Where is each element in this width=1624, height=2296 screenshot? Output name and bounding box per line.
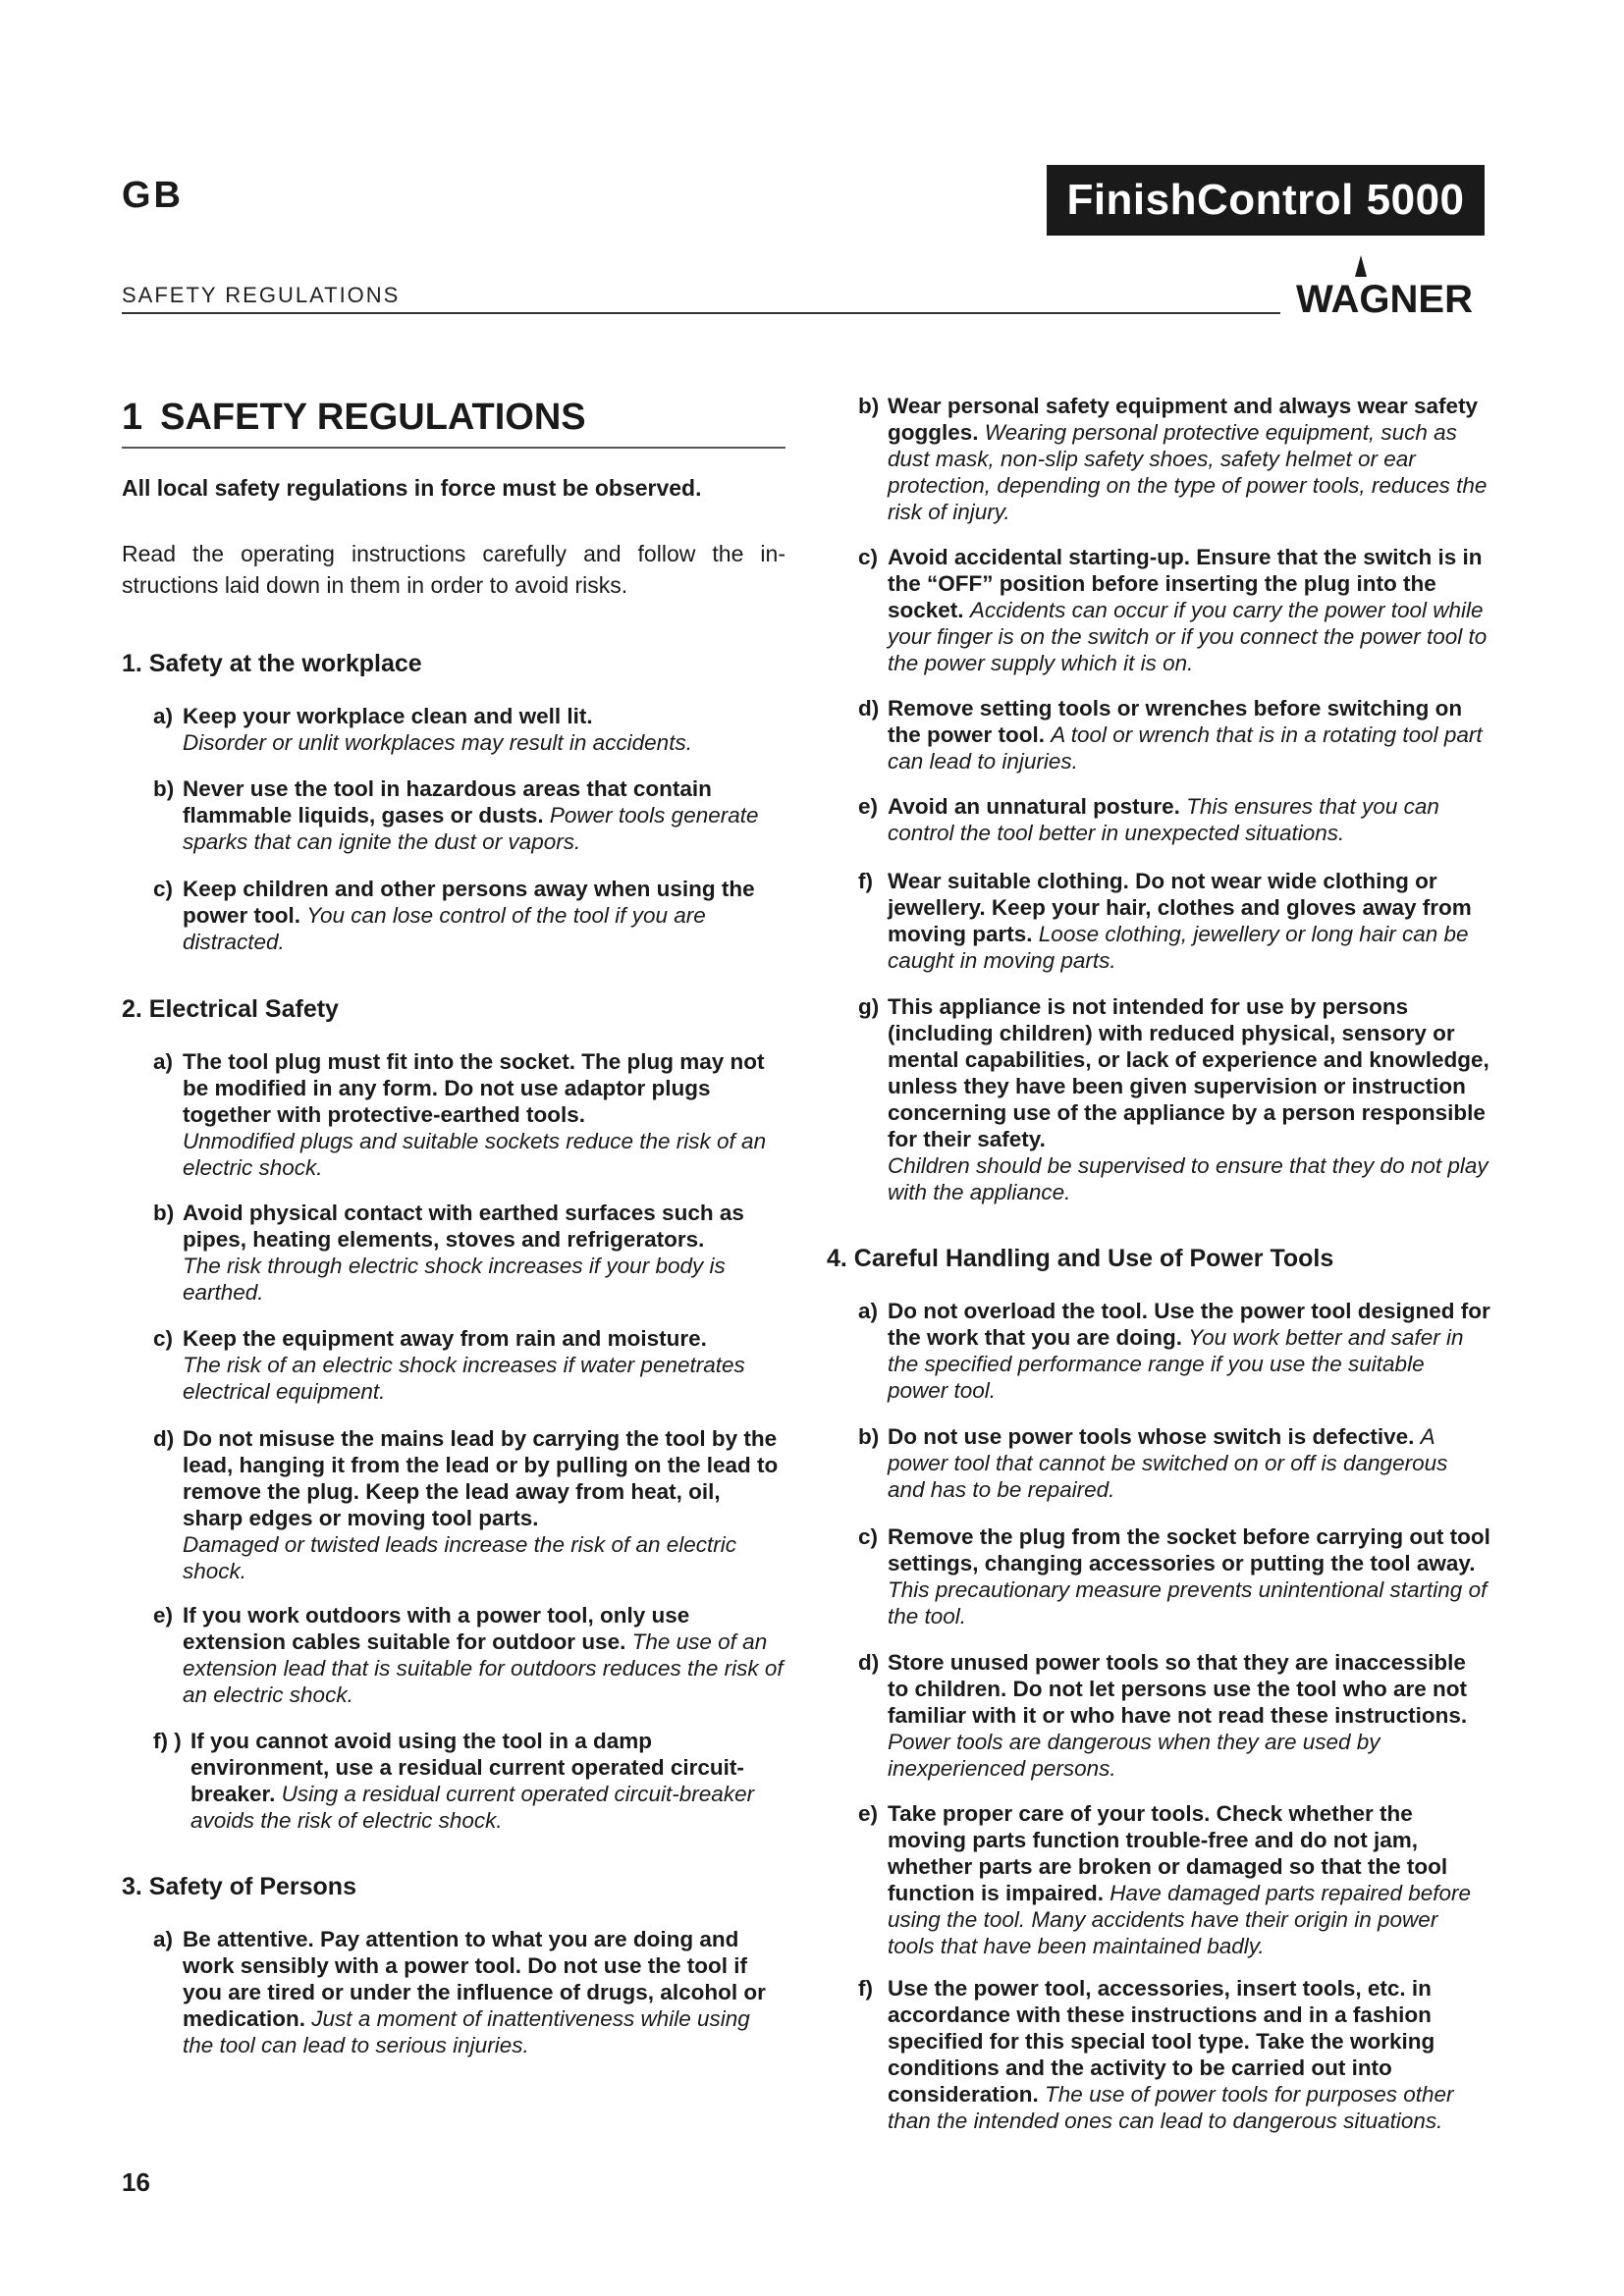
section-heading: 1. Safety at the workplace <box>122 650 422 677</box>
running-section-label: SAFETY REGULATIONS <box>122 283 401 307</box>
list-item: c) Keep the equipment away from rain and moisture. The risk of an electric shock increases if water penetrates electrical equipment. <box>153 1326 745 1404</box>
list-item: e) Take proper care of your tools. Check whether the moving parts function trouble-free and do not jam, whether parts are broken or damaged so that the tool function is impaired. Have damaged parts repaired before using the tool. Many accidents have their origin in power tools that have been maintained badly. <box>858 1801 1472 1958</box>
list-item: f) Use the power tool, accessories, insert tools, etc. in accordance with these instructions and in a fashion specified for this special tool type. Take the working conditions and the activity to be carried out into consideration. The use of power tools for purposes other than the intended ones can lead to dangerous situations. <box>858 1976 1454 2133</box>
list-item: b) Avoid physical contact with earthed surfaces such as pipes, heating elements, stoves and refrigerators. The risk through electric shock increases if your body is earthed. <box>153 1201 744 1305</box>
language-code: GB <box>122 175 184 216</box>
list-item: c) Keep children and other persons away when using the power tool. You can lose control of the tool if you are distracted. <box>153 877 755 954</box>
list-item: a) Keep your workplace clean and well lit. Disorder or unlit workplaces may result in accidents. <box>153 704 692 755</box>
chapter-number: 1 <box>122 397 143 438</box>
list-item: g) This appliance is not intended for use by persons (including children) with reduced physical, sensory or mental capabilities, or lack of experience and knowledge, unless they have been given supervision or instruction concerning use of the appliance by a person responsible for their safety. Children should be supervised to ensure that they do not play with the appliance. <box>858 994 1489 1204</box>
page-number: 16 <box>122 2167 150 2197</box>
section-heading: 4. Careful Handling and Use of Power Tools <box>827 1245 1334 1272</box>
list-item: f) ) If you cannot avoid using the tool in a damp environment, use a residual current operated circuit-breaker. Using a residual current operated circuit-breaker avoids the risk of electric shock. <box>153 1729 755 1833</box>
list-item: a) Be attentive. Pay attention to what you are doing and work sensibly with a power tool. Do not use the tool if you are tired or under the influence of drugs, alcohol or medication. Just a moment of inattentiveness while using the tool can lead to serious injuries. <box>153 1927 766 2057</box>
chapter-heading <box>122 397 785 449</box>
chapter-title: SAFETY REGULATIONS <box>160 397 586 438</box>
section-heading: 2. Electrical Safety <box>122 995 339 1023</box>
list-item: f) Wear suitable clothing. Do not wear wide clothing or jewellery. Keep your hair, clothes and gloves away from moving parts. Loose clothing, jewellery or long hair can be caught in moving parts. <box>858 869 1472 973</box>
list-item: b) Never use the tool in hazardous areas that contain flammable liquids, gases or dusts. Power tools generate sparks that can ignite the dust or vapors. <box>153 776 759 854</box>
list-item: c) Avoid accidental starting-up. Ensure that the switch is in the “OFF” position before inserting the plug into the socket. Accidents can occur if you carry the power tool while your finger is on the switch or if you connect the power tool to the power supply which it is on. <box>858 545 1488 675</box>
must-observe-note: All local safety regulations in force must be observed. <box>122 475 702 501</box>
section-heading: 3. Safety of Persons <box>122 1873 356 1900</box>
list-item: e) Avoid an unnatural posture. This ensures that you can control the tool better in unexpected situations. <box>858 794 1439 845</box>
list-item: c) Remove the plug from the socket before carrying out tool settings, changing accessories or putting the tool away. This precautionary measure prevents unintentional starting of the tool. <box>858 1524 1490 1629</box>
logo-text: WAGNER <box>1296 278 1473 316</box>
list-item: d) Do not misuse the mains lead by carrying the tool by the lead, hanging it from the lead or by pulling on the lead to remove the plug. Keep the lead away from heat, oil, sharp edges or moving tool parts. Damaged or twisted leads increase the risk of an electric shock. <box>153 1426 779 1583</box>
wagner-logo <box>1282 253 1487 316</box>
list-item: d) Remove setting tools or wrenches before switching on the power tool. A tool or wrench that is in a rotating tool part can lead to injuries. <box>858 696 1483 774</box>
product-title: FinishControl 5000 <box>1047 165 1485 236</box>
list-item: e) If you work outdoors with a power tool, only use extension cables suitable for outdoor use. The use of an extension lead that is suitable for outdoors reduces the risk of an electric shock. <box>153 1603 784 1707</box>
list-item: d) Store unused power tools so that they are inaccessible to children. Do not let persons use the tool who are not familiar with it or who have not read these instructions. Power tools are dangerous when they are used by inexperienced persons. <box>858 1650 1468 1781</box>
list-item: a) Do not overload the tool. Use the power tool designed for the work that you are doing. You work better and safer in the specified performance range if you use the suitable power tool. <box>858 1299 1490 1403</box>
list-item: b) Do not use power tools whose switch is defective. A power tool that cannot be switched on or off is dangerous and has to be repaired. <box>858 1424 1448 1502</box>
wagner-logo-icon <box>1282 253 1487 316</box>
list-item: b) Wear personal safety equipment and always wear safety goggles. Wearing personal protective equipment, such as dust mask, non-slip safety shoes, safety helmet or ear protection, depending on the type of power tools, reduces the risk of injury. <box>858 394 1488 524</box>
list-item: a) The tool plug must fit into the socket. The plug may not be modified in any form. Do not use adaptor plugs together with protective-earthed tools. Unmodified plugs and suitable sockets reduce the risk of an electric shock. <box>153 1049 767 1180</box>
intro-paragraph: Read the operating instructions carefully and follow the in-structions laid down in them in order to avoid risks. <box>122 541 785 598</box>
header-rule <box>122 312 1280 314</box>
